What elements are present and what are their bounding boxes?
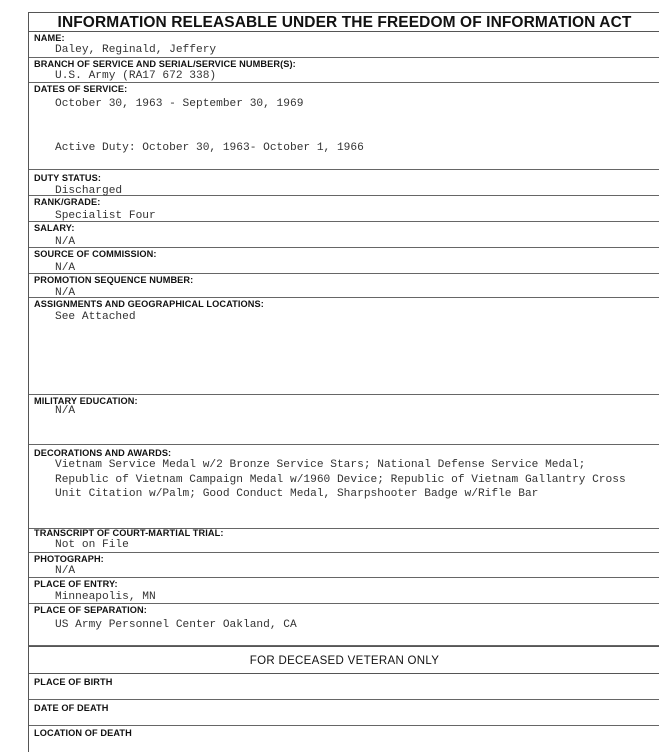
- rank-field: [29, 196, 659, 222]
- promotion-label: PROMOTION SEQUENCE NUMBER:: [34, 275, 194, 285]
- commission-label: SOURCE OF COMMISSION:: [34, 249, 157, 259]
- deceased-veteran-banner: FOR DECEASED VETERAN ONLY: [29, 646, 659, 674]
- commission-value: N/A: [55, 262, 76, 274]
- entry-label: PLACE OF ENTRY:: [34, 579, 118, 589]
- duty-status-field: [29, 170, 659, 196]
- court-martial-label: TRANSCRIPT OF COURT-MARTIAL TRIAL:: [34, 528, 224, 538]
- photograph-field: [29, 553, 659, 578]
- place-of-birth-label: PLACE OF BIRTH: [34, 677, 113, 687]
- location-of-death-label: LOCATION OF DEATH: [34, 728, 132, 738]
- promotion-value: N/A: [55, 287, 76, 299]
- dates-field: [29, 83, 659, 170]
- name-value: Daley, Reginald, Jeffery: [55, 44, 217, 56]
- name-field: [29, 32, 659, 58]
- assignments-value: See Attached: [55, 311, 136, 323]
- separation-label: PLACE OF SEPARATION:: [34, 605, 147, 615]
- rank-label: RANK/GRADE:: [34, 197, 101, 207]
- decorations-value: Vietnam Service Medal w/2 Bronze Service Stars; National Defense Service Medal; Republic of Vietnam Campaign Medal w/1960 Device; Republic of Vietnam Gallantry Cross Unit Citation w/Palm; Good Conduct Medal, Sharpshooter Badge w/Rifle Bar: [55, 459, 626, 500]
- decorations-field: [29, 445, 659, 529]
- duty-status-label: DUTY STATUS:: [34, 173, 102, 183]
- foia-form: [28, 12, 659, 752]
- separation-field: [29, 604, 659, 646]
- commission-field: [29, 248, 659, 274]
- education-label: MILITARY EDUCATION:: [34, 396, 138, 406]
- active-duty-value: Active Duty: October 30, 1963- October 1, 1966: [55, 142, 364, 154]
- branch-label: BRANCH OF SERVICE AND SERIAL/SERVICE NUMBER(S):: [34, 59, 296, 69]
- separation-value: US Army Personnel Center Oakland, CA: [55, 619, 297, 631]
- photograph-label: PHOTOGRAPH:: [34, 554, 104, 564]
- court-martial-field: [29, 529, 659, 553]
- date-of-death-label: DATE OF DEATH: [34, 703, 109, 713]
- dates-label: DATES OF SERVICE:: [34, 84, 128, 94]
- salary-label: SALARY:: [34, 223, 75, 233]
- decorations-label: DECORATIONS AND AWARDS:: [34, 448, 172, 458]
- entry-value: Minneapolis, MN: [55, 591, 156, 603]
- promotion-field: [29, 274, 659, 298]
- location-of-death-field: [29, 726, 659, 752]
- photograph-value: N/A: [55, 565, 76, 577]
- form-title: INFORMATION RELEASABLE UNDER THE FREEDOM OF INFORMATION ACT: [29, 12, 659, 32]
- date-of-death-field: [29, 700, 659, 726]
- salary-value: N/A: [55, 236, 76, 248]
- salary-field: [29, 222, 659, 248]
- dates-value: October 30, 1963 - September 30, 1969: [55, 98, 304, 110]
- entry-field: [29, 578, 659, 604]
- assignments-label: ASSIGNMENTS AND GEOGRAPHICAL LOCATIONS:: [34, 299, 264, 309]
- name-label: NAME:: [34, 33, 65, 43]
- court-martial-value: Not on File: [55, 539, 129, 551]
- rank-value: Specialist Four: [55, 210, 156, 222]
- education-value: N/A: [55, 405, 76, 417]
- branch-field: [29, 58, 659, 83]
- place-of-birth-field: [29, 674, 659, 700]
- branch-value: U.S. Army (RA17 672 338): [55, 70, 217, 82]
- duty-status-value: Discharged: [55, 185, 123, 197]
- education-field: [29, 395, 659, 445]
- assignments-field: [29, 298, 659, 395]
